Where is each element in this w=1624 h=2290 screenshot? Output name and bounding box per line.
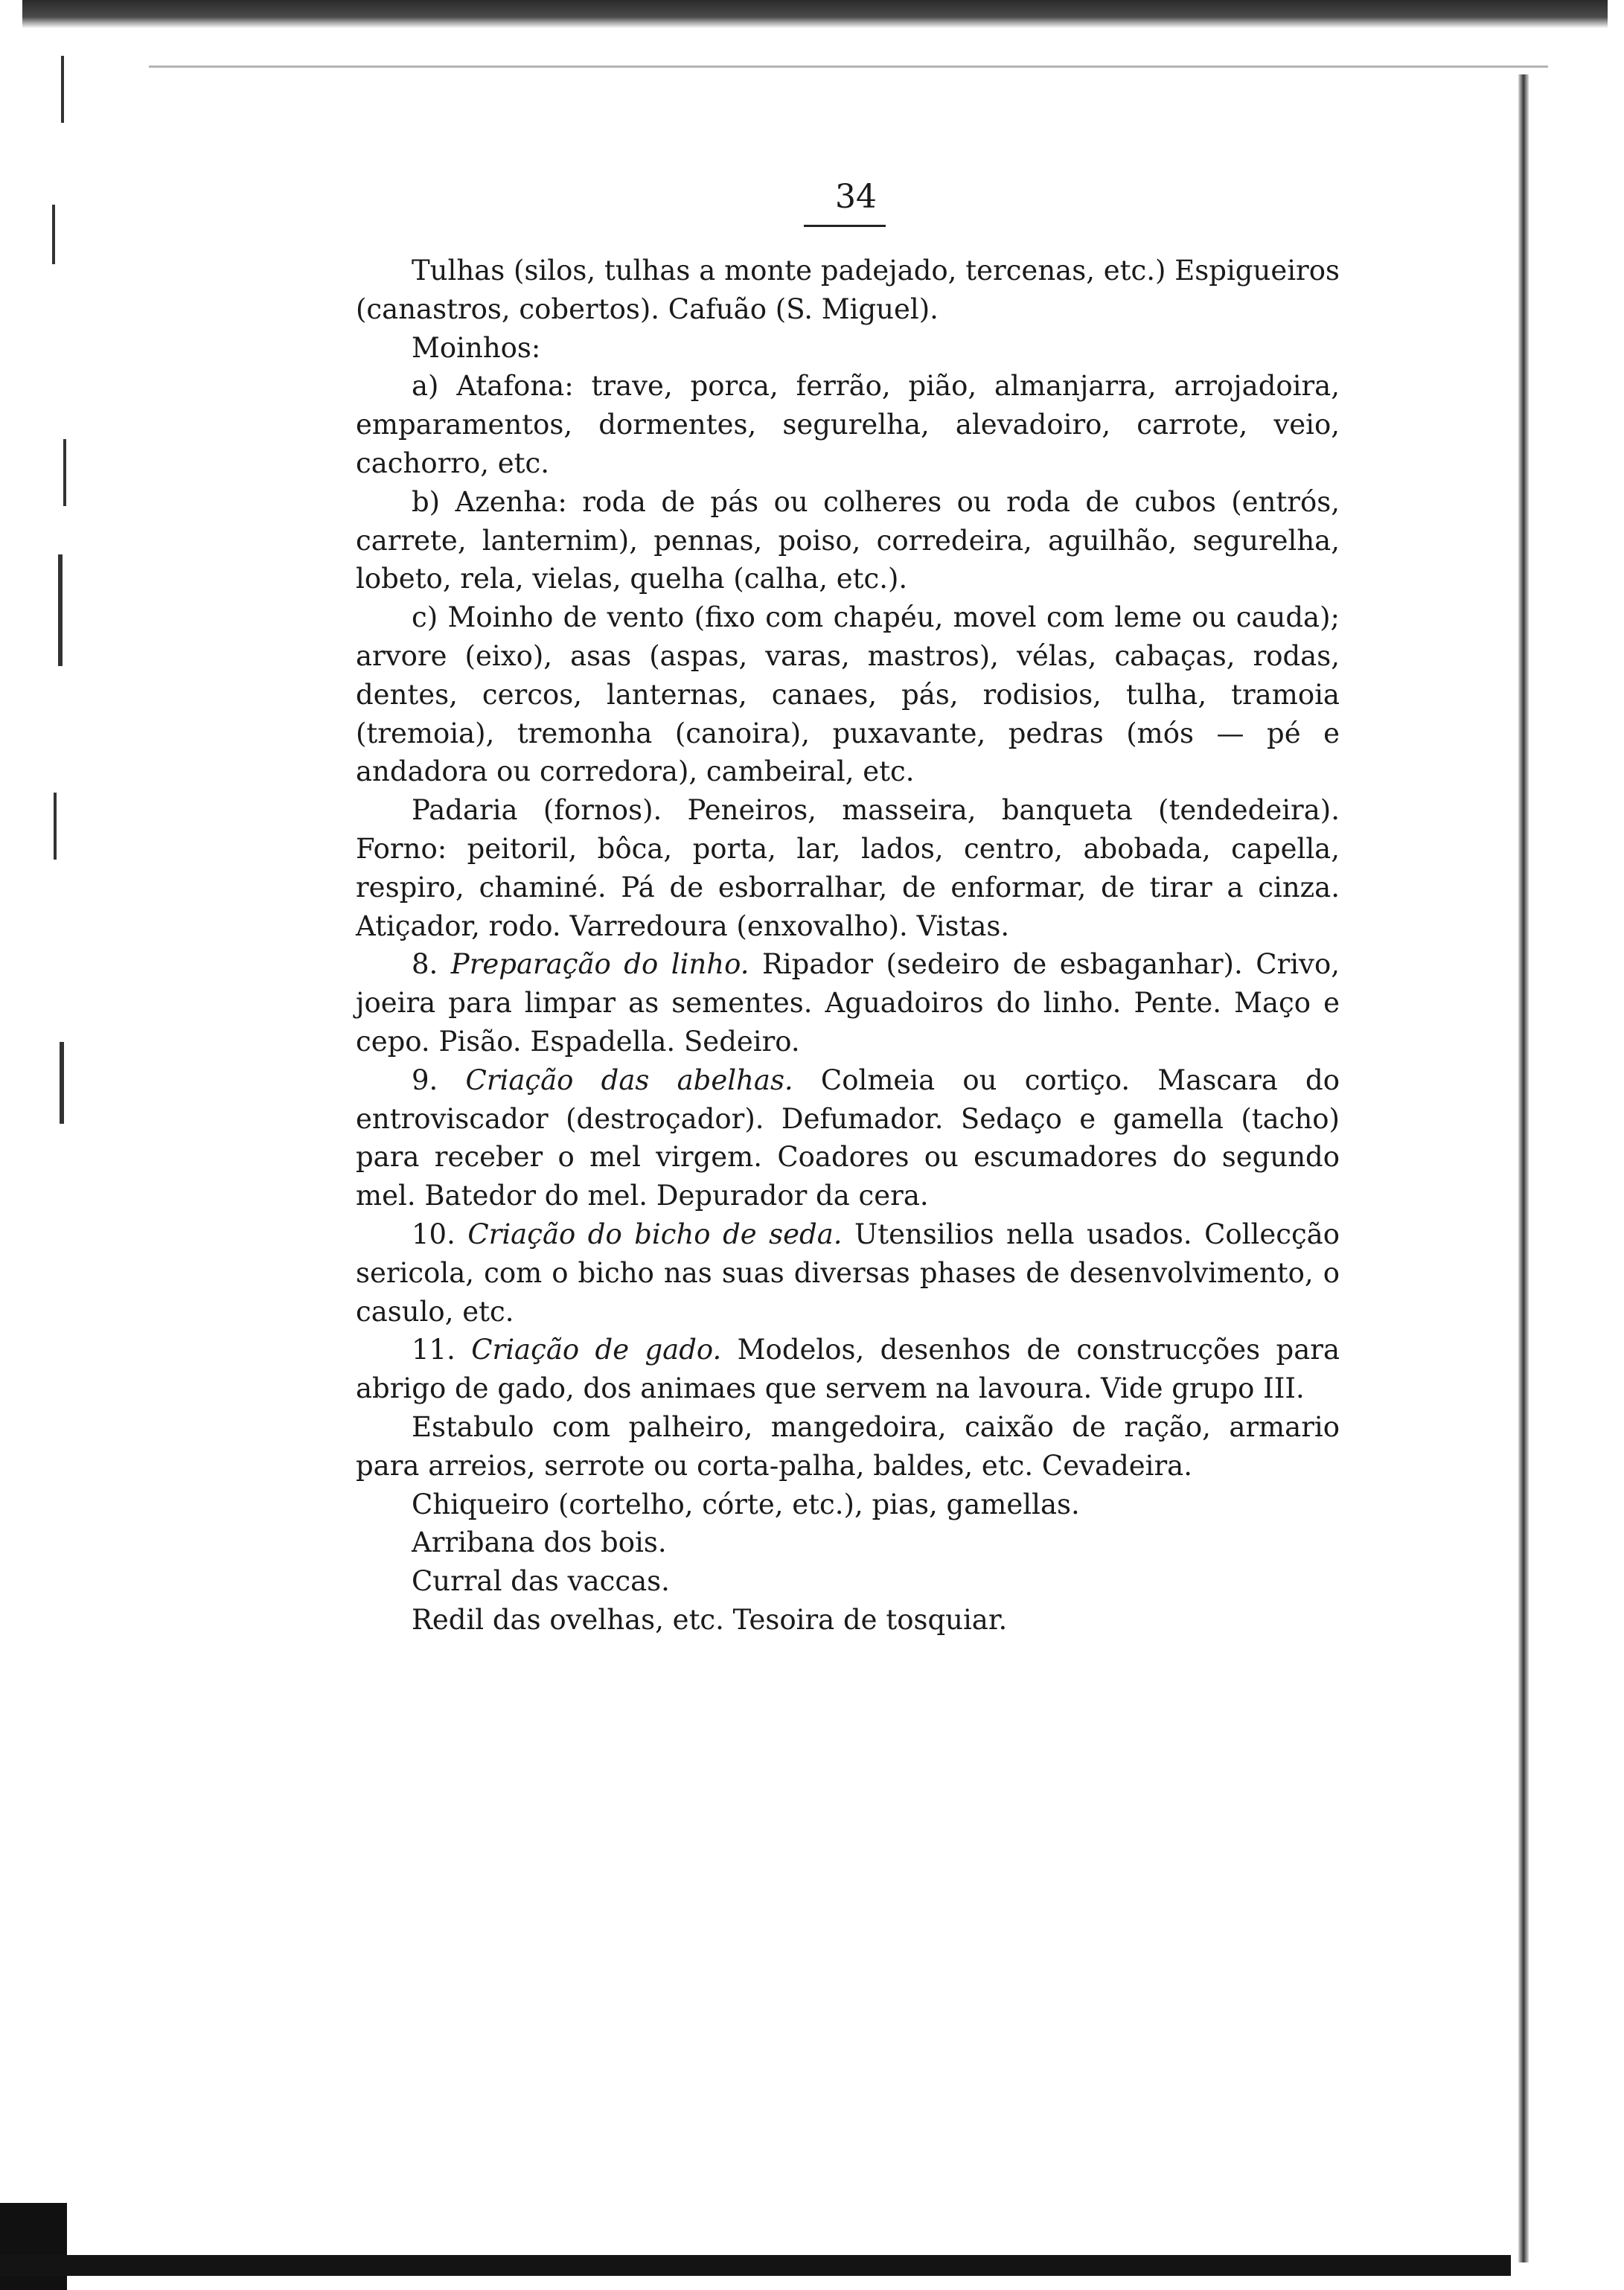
- scan-left-mark: [58, 554, 63, 666]
- scan-bottom-edge: [0, 2255, 1511, 2276]
- paragraph-seda: [356, 1215, 1340, 1331]
- paragraph-azenha: b) Azenha: roda de pás ou colheres ou roda de cubos (entrós, carrete, lanternim), pennas, poiso, corredeira, aguilhão, segurelha, lobeto, rela, vielas, quelha (calha, etc.).: [356, 485, 1340, 595]
- paragraph-text: Modelos, desenhos de construcções para abrigo de gado, dos animaes que servem na lavoura. Vide grupo III.: [356, 1334, 1340, 1405]
- paragraph-tulhas: Tulhas (silos, tulhas a monte padejado, tercenas, etc.) Espigueiros (canastros, cobertos). Cafuão (S. Miguel).: [356, 255, 1340, 325]
- scan-left-mark: [60, 1042, 64, 1124]
- paragraph-moinhos: Moinhos:: [412, 331, 541, 364]
- scan-left-mark: [54, 793, 57, 860]
- scan-bottom-left-corner: [0, 2203, 67, 2290]
- paragraph-chiqueiro: Chiqueiro (cortelho, córte, etc.), pias, gamellas.: [412, 1488, 1080, 1520]
- item-number: 11.: [412, 1334, 455, 1366]
- scan-left-mark: [63, 439, 66, 506]
- paragraph-text: Utensilios nella usados. Collecção sericola, com o bicho nas suas diversas phases de desenvolvimento, o casulo, etc.: [356, 1218, 1340, 1328]
- paragraph-redil: Redil das ovelhas, etc. Tesoira de tosquiar.: [412, 1603, 1008, 1636]
- page-body: [356, 252, 1340, 1640]
- paragraph-padaria: Padaria (fornos). Peneiros, masseira, banqueta (tendedeira). Forno: peitoril, bôca, porta, lar, lados, centro, abobada, capella, respiro, chaminé. Pá de esborralhar, de enformar, de tirar a cinza. Atiçador, rodo. Varredoura (enxovalho). Vistas.: [356, 794, 1340, 942]
- scan-left-mark: [52, 205, 55, 264]
- item-number: 10.: [412, 1218, 455, 1250]
- paragraph-gado: [356, 1331, 1340, 1408]
- paragraph-estabulo: Estabulo com palheiro, mangedoira, caixão de ração, armario para arreios, serrote ou corta-palha, baldes, etc. Cevadeira.: [356, 1410, 1340, 1482]
- section-title: Criação do bicho de seda.: [467, 1218, 843, 1250]
- paragraph-text: Ripador (sedeiro de esbaganhar). Crivo, joeira para limpar as sementes. Aguadoiros do linho. Pente. Maço e cepo. Pisão. Espadella. Sedeiro.: [356, 948, 1340, 1058]
- paragraph-arribana: Arribana dos bois.: [412, 1526, 667, 1559]
- page-number-underline: [804, 225, 886, 227]
- scan-top-shadow: [149, 65, 1548, 68]
- page-number: 34: [835, 178, 877, 216]
- section-title: Criação das abelhas.: [465, 1064, 793, 1096]
- item-number: 9.: [412, 1064, 438, 1096]
- section-title: Preparação do linho.: [450, 948, 749, 981]
- paragraph-curral: Curral das vaccas.: [412, 1565, 670, 1598]
- scan-right-binding-edge: [1518, 74, 1529, 2262]
- section-title: Criação de gado.: [471, 1334, 722, 1366]
- paragraph-atafona: a) Atafona: trave, porca, ferrão, pião, almanjarra, arrojadoira, emparamentos, dormentes, segurelha, alevadoiro, carrote, veio, cachorro, etc.: [356, 370, 1340, 479]
- paragraph-text: Colmeia ou cortiço. Mascara do entroviscador (destroçador). Defumador. Sedaço e gamella (tacho) para receber o mel virgem. Coadores ou escumadores do segundo mel. Batedor do mel. Depurador da cera.: [356, 1064, 1340, 1212]
- paragraph-moinho-vento: c) Moinho de vento (fixo com chapéu, movel com leme ou cauda); arvore (eixo), asas (aspas, varas, mastros), vélas, cabaças, rodas, dentes, cercos, lanternas, canaes, pás, rodisios, tulha, tramoia (tremoia), tremonha (canoira), puxavante, pedras (mós — pé e andadora ou corredora), cambeiral, etc.: [356, 601, 1340, 788]
- paragraph-linho: [356, 945, 1340, 1061]
- paragraph-abelhas: [356, 1061, 1340, 1215]
- scan-top-edge: [22, 0, 1608, 28]
- scan-left-mark: [61, 56, 64, 123]
- item-number: 8.: [412, 948, 438, 981]
